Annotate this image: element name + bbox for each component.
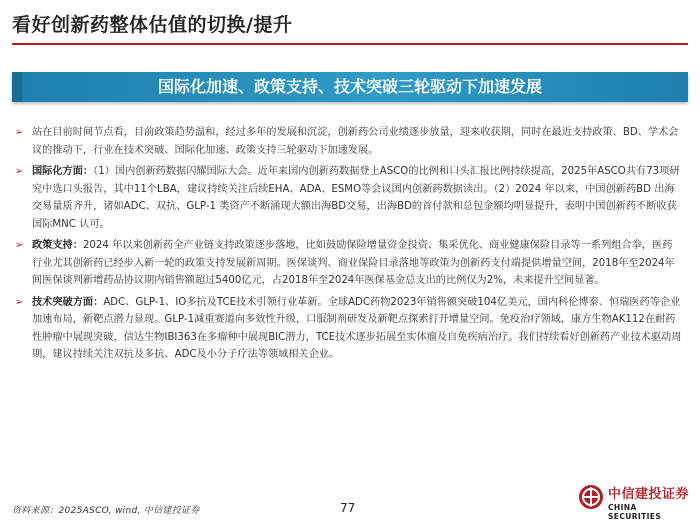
arrow-bullet-icon: ➢	[15, 240, 24, 251]
logo-mark-icon	[578, 484, 604, 510]
list-item	[15, 237, 682, 290]
bullet-text: ADC、GLP-1、IO多抗及TCE技术引领行业革新。全球ADC药物2023年销售额突破104亿美元，国内科伦博泰、恒瑞医药等企业加速布局，新靶点潜力显现。GLP-1减重赛道向多效性升级，口服制剂研发及新靶点探索打开增量空间。免疫治疗领域，康方生物AK112在耐药性肿瘤中展现突破，信达生物IBI363在多瘤种中展现BIC潜力，TCE技术逐步拓展至实体瘤及自免疾病治疗。我们持续看好创新药产业技术驱动周期，建议持续关注双抗及多抗、ADC及小分子疗法等领域相关企业。	[32, 296, 682, 360]
arrow-bullet-icon: ➢	[15, 166, 24, 177]
list-item	[15, 163, 682, 233]
logo-chinese-name: 中信建投证券	[608, 487, 690, 502]
source-note: 资料来源：2025ASCO, wind, 中信建投证券	[12, 506, 200, 516]
bullet-text: 2024 年以来创新药全产业链支持政策逐步落地，比如鼓励保险增量资金投资、集采优化、商业健康保险目录等一系列组合拳，医药行业尤其创新药已经步入新一轮的政策支持发展新周期。医保谈判、商业保险目录落地等政策为创新药支付端提供增量空间，2018年至2024年间医保谈判新增药品协议期内销售额超过5400亿元，占2018年至2024年医保基金总支出的比例仅为2%，未来提升空间显著。	[32, 240, 675, 286]
bullet-list	[15, 124, 682, 368]
banner-cap-decoration	[12, 72, 22, 102]
arrow-bullet-icon: ➢	[15, 127, 24, 138]
company-logo	[578, 480, 690, 520]
bullet-label: 技术突破方面：	[32, 296, 104, 308]
title-divider	[12, 43, 688, 45]
list-item	[15, 294, 682, 364]
arrow-bullet-icon: ➢	[15, 296, 24, 308]
bullet-text: （1）国内创新药数据闪耀国际大会。近年来国内创新药数据登上ASCO的比例和口头汇报比例持续提高，2025年ASCO共有73项研究中选口头报告，其中11个LBA，建议持续关注后续EHA、ADA、ESMO等会议国内创新药数据读出。（2）2024 年以来，中国创新药BD 出海交易量质齐升，诸如ADC、双抗、GLP-1 类资产不断涌现大额出海BD交易，出海BD的首付款和总包金额均明显提升，表明中国创新药不断收获国际MNC 认可。	[32, 166, 680, 230]
logo-english-name: CHINA SECURITIES	[608, 503, 662, 521]
page-number: 77	[340, 501, 356, 515]
banner-text: 国际化加速、政策支持、技术突破三轮驱动下加速发展	[157, 77, 542, 96]
list-item	[15, 124, 682, 159]
bullet-label: 国际化方面：	[32, 166, 94, 177]
page-title: 看好创新药整体估值的切换/提升	[12, 14, 293, 36]
section-banner	[12, 72, 688, 102]
bullet-text: 站在目前时间节点看，目前政策趋势温和，经过多年的发展和沉淀，创新药公司业绩逐步放量，迎来收获期，同时在最近支持政策、BD、学术会议的推动下，行业在技术突破、国际化加速、政策支持三轮驱动下加速发展。	[32, 127, 679, 156]
bullet-label: 政策支持：	[32, 240, 83, 251]
